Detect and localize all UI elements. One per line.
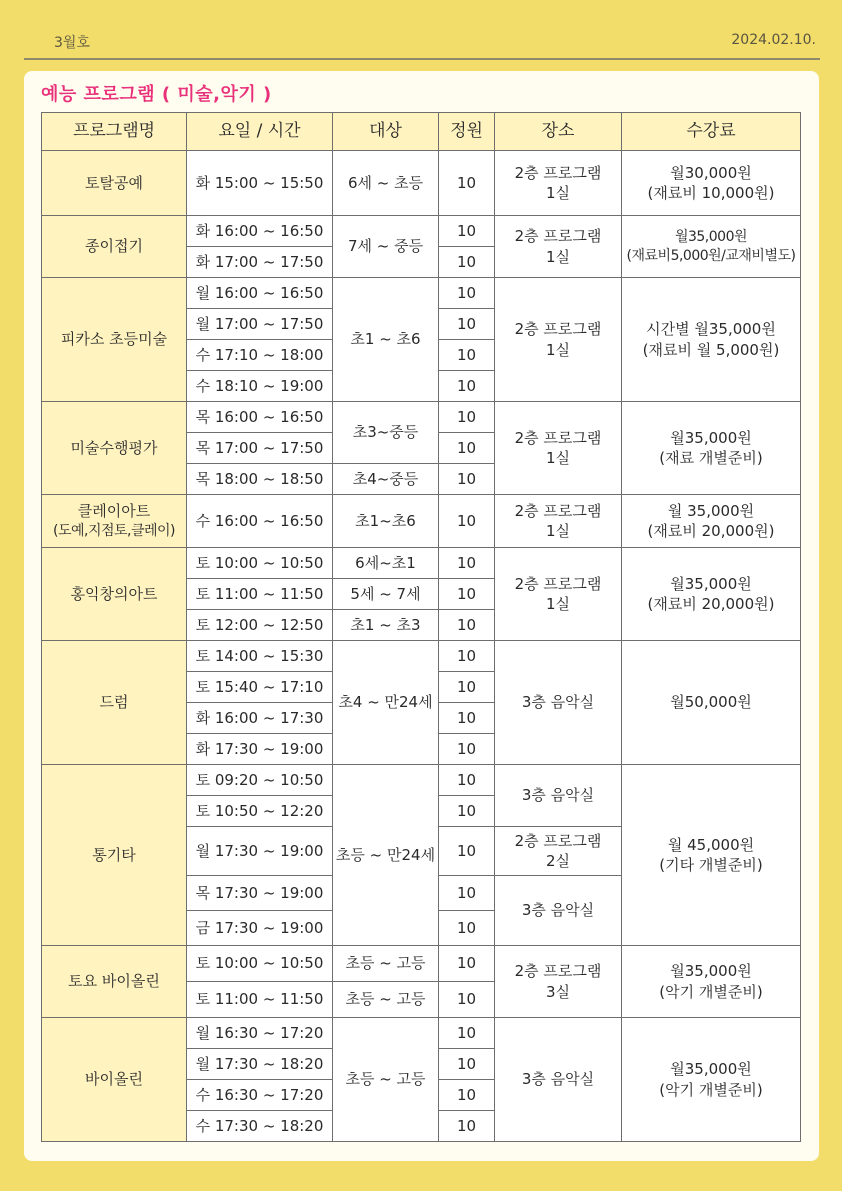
column-header: 정원 — [439, 113, 495, 151]
program-name: 홍익창의아트 — [42, 548, 187, 641]
time-cell: 월 16:30 ~ 17:20 — [187, 1018, 333, 1049]
program-name: 토탈공예 — [42, 151, 187, 216]
capacity-cell: 10 — [439, 278, 495, 309]
time-cell: 토 10:00 ~ 10:50 — [187, 548, 333, 579]
target-cell: 6세~초1 — [333, 548, 439, 579]
place-cell: 3층 음악실 — [495, 641, 622, 765]
capacity-cell: 10 — [439, 371, 495, 402]
capacity-cell: 10 — [439, 610, 495, 641]
capacity-cell: 10 — [439, 946, 495, 982]
target-cell: 초등 ~ 고등 — [333, 946, 439, 982]
capacity-cell: 10 — [439, 1080, 495, 1111]
time-cell: 화 16:00 ~ 17:30 — [187, 703, 333, 734]
target-cell: 초1 ~ 초3 — [333, 610, 439, 641]
capacity-cell: 10 — [439, 1018, 495, 1049]
column-header: 장소 — [495, 113, 622, 151]
time-cell: 토 09:20 ~ 10:50 — [187, 765, 333, 796]
target-cell: 초등 ~ 고등 — [333, 1018, 439, 1142]
issue-label: 3월호 — [54, 35, 90, 51]
capacity-cell: 10 — [439, 151, 495, 216]
program-name: 미술수행평가 — [42, 402, 187, 495]
target-cell: 초1 ~ 초6 — [333, 278, 439, 402]
column-header: 대상 — [333, 113, 439, 151]
fee-cell: 월 35,000원 (재료비 20,000원) — [622, 495, 801, 548]
time-cell: 목 18:00 ~ 18:50 — [187, 464, 333, 495]
capacity-cell: 10 — [439, 464, 495, 495]
target-cell: 6세 ~ 초등 — [333, 151, 439, 216]
place-cell: 3층 음악실 — [495, 876, 622, 946]
fee-cell: 월30,000원 (재료비 10,000원) — [622, 151, 801, 216]
time-cell: 목 17:30 ~ 19:00 — [187, 876, 333, 911]
capacity-cell: 10 — [439, 876, 495, 911]
time-cell: 목 17:00 ~ 17:50 — [187, 433, 333, 464]
target-cell: 초4 ~ 만24세 — [333, 641, 439, 765]
place-cell: 2층 프로그램 1실 — [495, 216, 622, 278]
capacity-cell: 10 — [439, 703, 495, 734]
time-cell: 월 17:30 ~ 19:00 — [187, 827, 333, 876]
fee-cell: 월35,000원 (재료비5,000원/교재비별도) — [622, 216, 801, 278]
capacity-cell: 10 — [439, 548, 495, 579]
table-row — [42, 1018, 801, 1049]
place-cell: 2층 프로그램 2실 — [495, 827, 622, 876]
fee-cell: 월35,000원 (악기 개별준비) — [622, 946, 801, 1018]
time-cell: 수 16:30 ~ 17:20 — [187, 1080, 333, 1111]
time-cell: 월 17:30 ~ 18:20 — [187, 1049, 333, 1080]
time-cell: 토 12:00 ~ 12:50 — [187, 610, 333, 641]
time-cell: 수 17:10 ~ 18:00 — [187, 340, 333, 371]
program-name: 클레이아트 (도예,지점토,클레이) — [42, 495, 187, 548]
time-cell: 금 17:30 ~ 19:00 — [187, 911, 333, 946]
place-cell: 2층 프로그램 1실 — [495, 548, 622, 641]
capacity-cell: 10 — [439, 402, 495, 433]
capacity-cell: 10 — [439, 495, 495, 548]
time-cell: 목 16:00 ~ 16:50 — [187, 402, 333, 433]
capacity-cell: 10 — [439, 765, 495, 796]
header-bar — [24, 28, 820, 60]
fee-cell: 시간별 월35,000원 (재료비 월 5,000원) — [622, 278, 801, 402]
column-header: 요일 / 시간 — [187, 113, 333, 151]
capacity-cell: 10 — [439, 340, 495, 371]
fee-cell: 월 45,000원 (기타 개별준비) — [622, 765, 801, 946]
section-title: 예능 프로그램 ( 미술,악기 ) — [41, 84, 272, 105]
program-name: 종이접기 — [42, 216, 187, 278]
program-name: 피카소 초등미술 — [42, 278, 187, 402]
target-cell: 초등 ~ 고등 — [333, 982, 439, 1018]
capacity-cell: 10 — [439, 911, 495, 946]
capacity-cell: 10 — [439, 796, 495, 827]
time-cell: 토 14:00 ~ 15:30 — [187, 641, 333, 672]
table-row — [42, 548, 801, 579]
target-cell: 초4~중등 — [333, 464, 439, 495]
capacity-cell: 10 — [439, 982, 495, 1018]
table-header-row — [42, 113, 801, 151]
capacity-cell: 10 — [439, 247, 495, 278]
table-row — [42, 216, 801, 247]
content-card — [24, 71, 819, 1161]
time-cell: 수 17:30 ~ 18:20 — [187, 1111, 333, 1142]
time-cell: 토 10:00 ~ 10:50 — [187, 946, 333, 982]
place-cell: 2층 프로그램 1실 — [495, 402, 622, 495]
schedule-table — [41, 112, 801, 1142]
time-cell: 월 16:00 ~ 16:50 — [187, 278, 333, 309]
time-cell: 화 16:00 ~ 16:50 — [187, 216, 333, 247]
fee-cell: 월35,000원 (재료비 20,000원) — [622, 548, 801, 641]
place-cell: 3층 음악실 — [495, 765, 622, 827]
table-row — [42, 641, 801, 672]
table-row — [42, 402, 801, 433]
table-row — [42, 151, 801, 216]
table-row — [42, 946, 801, 982]
target-cell: 7세 ~ 중등 — [333, 216, 439, 278]
column-header: 프로그램명 — [42, 113, 187, 151]
table-row — [42, 278, 801, 309]
capacity-cell: 10 — [439, 827, 495, 876]
place-cell: 2층 프로그램 1실 — [495, 151, 622, 216]
target-cell: 초등 ~ 만24세 — [333, 765, 439, 946]
time-cell: 화 17:00 ~ 17:50 — [187, 247, 333, 278]
issue-date: 2024.02.10. — [731, 32, 816, 48]
program-name: 통기타 — [42, 765, 187, 946]
table-row — [42, 765, 801, 796]
fee-cell: 월35,000원 (악기 개별준비) — [622, 1018, 801, 1142]
column-header: 수강료 — [622, 113, 801, 151]
capacity-cell: 10 — [439, 1111, 495, 1142]
capacity-cell: 10 — [439, 216, 495, 247]
capacity-cell: 10 — [439, 433, 495, 464]
time-cell: 토 11:00 ~ 11:50 — [187, 579, 333, 610]
capacity-cell: 10 — [439, 1049, 495, 1080]
capacity-cell: 10 — [439, 579, 495, 610]
target-cell: 초1~초6 — [333, 495, 439, 548]
time-cell: 화 15:00 ~ 15:50 — [187, 151, 333, 216]
time-cell: 수 16:00 ~ 16:50 — [187, 495, 333, 548]
time-cell: 수 18:10 ~ 19:00 — [187, 371, 333, 402]
time-cell: 화 17:30 ~ 19:00 — [187, 734, 333, 765]
capacity-cell: 10 — [439, 734, 495, 765]
program-name: 바이올린 — [42, 1018, 187, 1142]
time-cell: 토 10:50 ~ 12:20 — [187, 796, 333, 827]
target-cell: 5세 ~ 7세 — [333, 579, 439, 610]
capacity-cell: 10 — [439, 672, 495, 703]
time-cell: 토 11:00 ~ 11:50 — [187, 982, 333, 1018]
fee-cell: 월35,000원 (재료 개별준비) — [622, 402, 801, 495]
program-name: 드럼 — [42, 641, 187, 765]
program-name: 토요 바이올린 — [42, 946, 187, 1018]
place-cell: 2층 프로그램 1실 — [495, 495, 622, 548]
target-cell: 초3~중등 — [333, 402, 439, 464]
table-row — [42, 495, 801, 548]
time-cell: 월 17:00 ~ 17:50 — [187, 309, 333, 340]
time-cell: 토 15:40 ~ 17:10 — [187, 672, 333, 703]
place-cell: 2층 프로그램 3실 — [495, 946, 622, 1018]
fee-cell: 월50,000원 — [622, 641, 801, 765]
place-cell: 3층 음악실 — [495, 1018, 622, 1142]
capacity-cell: 10 — [439, 641, 495, 672]
capacity-cell: 10 — [439, 309, 495, 340]
place-cell: 2층 프로그램 1실 — [495, 278, 622, 402]
